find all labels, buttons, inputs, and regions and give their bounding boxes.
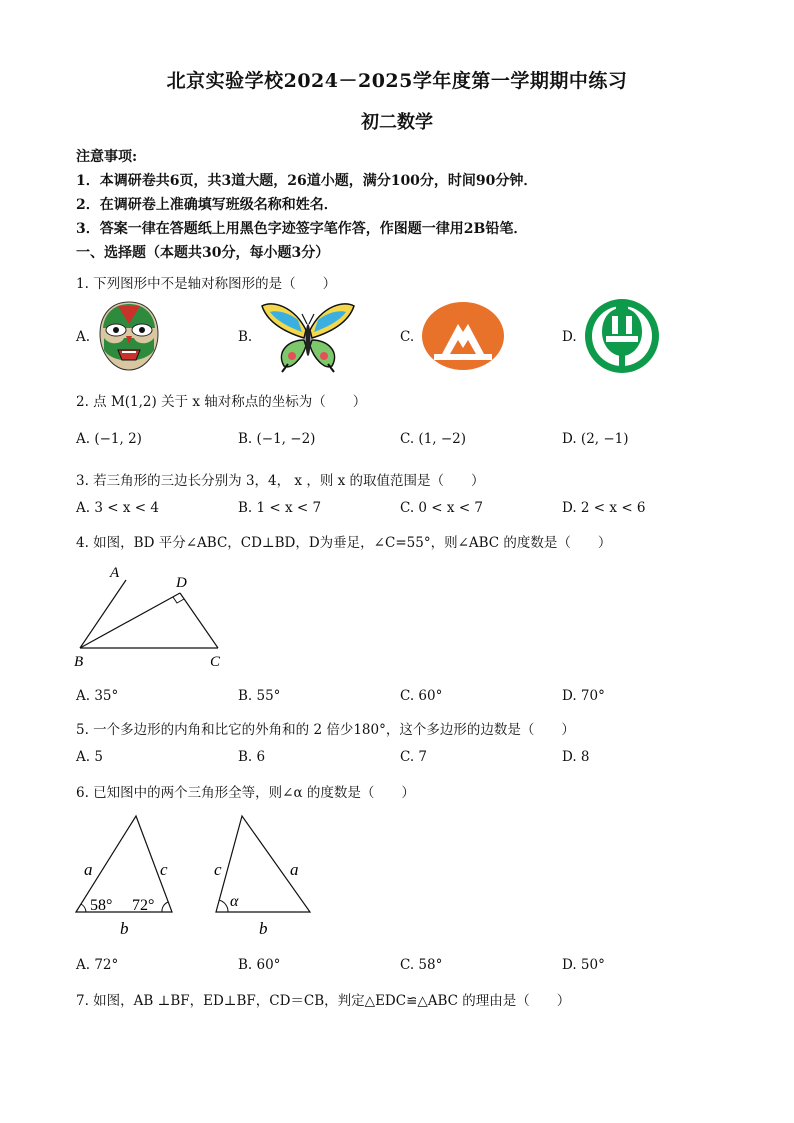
q3-option-a: A. 3 < x < 4 bbox=[76, 500, 159, 516]
q2-option-d: D. (2, −1) bbox=[562, 431, 629, 447]
question-5-stem: 5. 一个多边形的内角和比它的外角和的 2 倍少180°，这个多边形的边数是（ ） bbox=[76, 722, 575, 738]
q2-option-c: C. (1, −2) bbox=[400, 431, 467, 447]
q6-option-c: C. 58° bbox=[400, 957, 443, 973]
q4-option-d: D. 70° bbox=[562, 688, 605, 704]
page-title: 北京实验学校2024－2025学年度第一学期期中练习 bbox=[166, 70, 628, 92]
notice-item: 3．答案一律在答题纸上用黑色字迹签字笔作答，作图题一律用2B铅笔． bbox=[76, 221, 528, 237]
q6-right-label-b: b bbox=[259, 919, 268, 938]
q6-option-b: B. 60° bbox=[238, 957, 281, 973]
q4-option-a: A. 35° bbox=[76, 688, 119, 704]
q3-option-c: C. 0 < x < 7 bbox=[400, 500, 484, 516]
page-subtitle: 初二数学 bbox=[361, 112, 433, 133]
question-1-stem: 1. 下列图形中不是轴对称图形的是（ ） bbox=[76, 276, 337, 292]
q6-angle-72: 72° bbox=[132, 897, 155, 914]
q6-option-d: D. 50° bbox=[562, 957, 605, 973]
q6-left-label-a: a bbox=[84, 860, 93, 879]
q1-option-b-label: B. bbox=[238, 329, 253, 345]
question-6-stem: 6. 已知图中的两个三角形全等，则∠α 的度数是（ ） bbox=[76, 785, 415, 801]
q1-option-a-label: A. bbox=[76, 329, 91, 345]
opera-mask-icon bbox=[96, 300, 162, 372]
q4-label-d: D bbox=[176, 575, 187, 591]
q2-option-b: B. (−1, −2) bbox=[238, 431, 316, 447]
q3-option-d: D. 2 < x < 6 bbox=[562, 500, 646, 516]
bank-logo-icon bbox=[582, 296, 662, 376]
notice-heading: 注意事项: bbox=[76, 149, 138, 165]
q4-label-c: C bbox=[210, 654, 221, 670]
q4-option-c: C. 60° bbox=[400, 688, 443, 704]
q6-angle-alpha: α bbox=[230, 893, 239, 910]
q5-option-c: C. 7 bbox=[400, 749, 428, 765]
section-heading: 一、选择题（本题共30分，每小题3分） bbox=[76, 245, 330, 261]
q5-option-a: A. 5 bbox=[76, 749, 103, 765]
q4-label-b: B bbox=[74, 654, 84, 670]
q2-option-a: A. (−1, 2) bbox=[76, 431, 142, 447]
butterfly-icon bbox=[258, 300, 358, 374]
q6-left-label-c: c bbox=[160, 860, 168, 879]
q6-angle-58: 58° bbox=[90, 897, 113, 914]
q6-figure bbox=[70, 808, 330, 940]
q6-right-label-a: a bbox=[290, 860, 299, 879]
notice-item: 2．在调研卷上准确填写班级名称和姓名． bbox=[76, 197, 338, 213]
q6-left-label-b: b bbox=[120, 919, 129, 938]
q4-label-a: A bbox=[110, 565, 120, 581]
q4-option-b: B. 55° bbox=[238, 688, 281, 704]
q3-option-b: B. 1 < x < 7 bbox=[238, 500, 322, 516]
q1-option-d-label: D. bbox=[562, 329, 577, 345]
q1-option-c-label: C. bbox=[400, 329, 415, 345]
q4-figure bbox=[70, 560, 240, 672]
question-7-stem: 7. 如图，AB ⊥BF，ED⊥BF，CD＝CB，判定△EDC≌△ABC 的理由是（ ） bbox=[76, 993, 571, 1009]
q5-option-d: D. 8 bbox=[562, 749, 590, 765]
q6-right-label-c: c bbox=[214, 860, 222, 879]
question-4-stem: 4. 如图，BD 平分∠ABC，CD⊥BD，D为垂足，∠C=55°，则∠ABC 的度数是（ ） bbox=[76, 535, 612, 551]
mountain-logo-icon bbox=[420, 300, 506, 372]
q5-option-b: B. 6 bbox=[238, 749, 266, 765]
question-2-stem: 2. 点 M(1,2) 关于 x 轴对称点的坐标为（ ） bbox=[76, 394, 367, 410]
q6-option-a: A. 72° bbox=[76, 957, 119, 973]
notice-item: 1．本调研卷共6页，共3道大题，26道小题，满分100分，时间90分钟． bbox=[76, 173, 538, 189]
question-3-stem: 3. 若三角形的三边长分别为 3，4， x ，则 x 的取值范围是（ ） bbox=[76, 473, 485, 489]
